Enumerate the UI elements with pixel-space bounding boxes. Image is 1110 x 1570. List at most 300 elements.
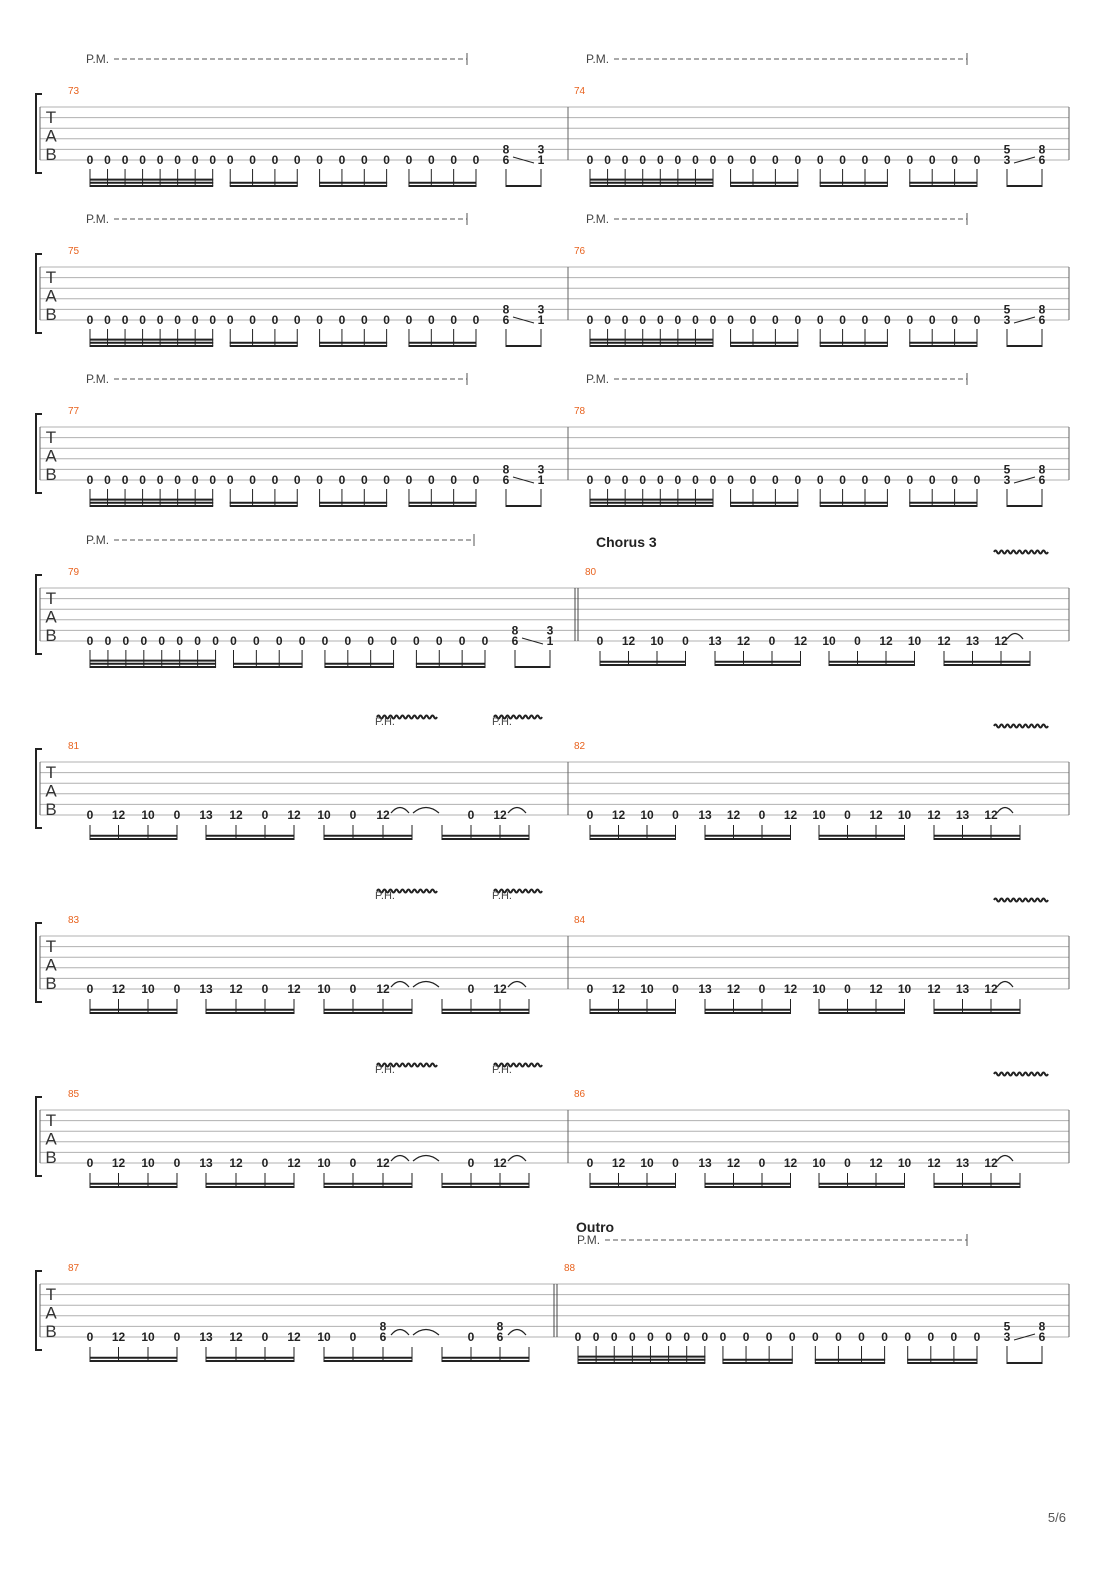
fret-number: 13 [698,982,712,996]
fret-number: 12 [726,808,741,822]
fret-number: 0 [86,634,94,648]
pinch-harmonic-label: P.H. [375,1064,395,1076]
fret-number: 6 [496,1330,504,1344]
fret-number: 8 [502,302,510,317]
vibrato-mark [994,1073,1048,1076]
fret-number: 0 [86,473,94,487]
fret-number: 0 [701,1330,709,1344]
fret-number: 0 [656,313,664,327]
fret-number: 12 [611,1156,626,1170]
fret-number: 10 [812,982,826,996]
fret-number: 0 [928,153,936,167]
fret-number: 0 [349,1156,357,1170]
tie-arc [391,1330,409,1336]
fret-number: 0 [672,1156,679,1170]
tab-clef-t: T [45,108,57,127]
fret-number: 10 [141,982,155,996]
measure-87 [68,1263,530,1361]
fret-number: 6 [1038,153,1046,167]
tab-system-6 [36,890,1069,1014]
fret-number: 0 [316,313,323,327]
fret-number: 0 [665,1330,672,1344]
fret-number: 0 [674,473,682,487]
fret-number: 0 [672,808,679,822]
tie-arc [508,1330,526,1336]
measure-78 [574,372,1046,506]
fret-number: 0 [794,313,802,327]
bar-number: 77 [68,406,80,417]
pinch-harmonic-label: P.H. [492,716,512,728]
fret-number: 12 [869,808,883,822]
fret-number: 10 [317,1330,331,1344]
fret-number: 0 [212,634,219,648]
fret-number: 0 [104,634,112,648]
fret-number: 3 [537,142,545,157]
fret-number: 1 [546,634,554,648]
fret-number: 0 [249,473,256,487]
fret-number: 3 [1003,473,1011,487]
fret-number: 0 [758,982,766,996]
fret-number: 0 [230,634,237,648]
vibrato-mark [994,725,1048,728]
fret-number: 0 [173,808,181,822]
fret-number: 0 [209,153,217,167]
fret-number: 12 [111,808,126,822]
fret-number: 12 [493,808,507,822]
system-bracket [36,575,42,654]
fret-number: 0 [788,1330,796,1344]
fret-number: 0 [621,313,629,327]
tab-system-7 [36,1064,1069,1188]
system-bracket [36,414,42,493]
tie-arc [391,808,409,814]
fret-number: 0 [574,1330,582,1344]
fret-number: 0 [173,1330,181,1344]
fret-number: 12 [287,1330,301,1344]
palm-mute-label: P.M. [577,1233,601,1247]
fret-number: 0 [156,153,164,167]
fret-number: 12 [869,1156,883,1170]
fret-number: 5 [1003,142,1011,157]
fret-number: 0 [639,313,647,327]
fret-number: 12 [229,1330,243,1344]
fret-number: 0 [156,313,164,327]
fret-number: 0 [656,473,664,487]
measure-86 [574,1073,1048,1188]
fret-number: 12 [111,982,126,996]
fret-number: 0 [742,1330,750,1344]
fret-number: 13 [708,634,722,648]
tie-arc [413,1330,439,1336]
tab-system-4 [36,533,1069,667]
fret-number: 0 [816,313,824,327]
tie-arc [413,1156,439,1162]
tie-arc [1007,634,1023,640]
bar-number: 85 [68,1089,80,1100]
fret-number: 5 [1003,1319,1011,1334]
fret-number: 12 [621,634,636,648]
fret-number: 12 [984,1156,998,1170]
pinch-harmonic-label: P.H. [375,890,395,902]
bar-number: 80 [585,567,597,578]
fret-number: 0 [973,153,981,167]
fret-number: 3 [537,462,545,477]
fret-number: 0 [349,982,357,996]
fret-number: 0 [383,153,390,167]
system-bracket [36,254,42,333]
fret-number: 0 [709,473,717,487]
fret-number: 0 [610,1330,618,1344]
fret-number: 0 [906,473,914,487]
fret-number: 0 [467,808,475,822]
fret-number: 13 [955,808,970,822]
fret-number: 6 [379,1330,387,1344]
fret-number: 0 [749,313,757,327]
fret-number: 0 [360,153,368,167]
fret-number: 0 [249,153,256,167]
tab-system-5 [36,716,1069,840]
fret-number: 0 [156,473,164,487]
fret-number: 0 [973,313,981,327]
fret-number: 0 [360,313,368,327]
fret-number: 12 [376,808,390,822]
tab-clef-b: B [45,465,57,484]
fret-number: 0 [450,313,458,327]
fret-number: 0 [683,1330,691,1344]
fret-number: 0 [226,313,234,327]
fret-number: 0 [772,153,779,167]
palm-mute-label: P.M. [586,52,610,66]
fret-number: 0 [772,473,779,487]
fret-number: 0 [293,153,301,167]
fret-number: 0 [173,1156,181,1170]
fret-number: 0 [338,313,346,327]
fret-number: 0 [191,473,199,487]
fret-number: 12 [783,982,798,996]
fret-number: 0 [472,313,480,327]
fret-number: 12 [726,1156,741,1170]
fret-number: 12 [984,808,998,822]
fret-number: 0 [596,634,604,648]
measure-83 [68,890,542,1014]
fret-number: 8 [1038,462,1046,477]
fret-number: 0 [749,473,757,487]
fret-number: 0 [86,808,94,822]
fret-number: 1 [537,153,545,167]
fret-number: 0 [390,634,397,648]
fret-number: 6 [502,153,510,167]
fret-number: 0 [121,153,129,167]
measure-75 [68,212,545,346]
tab-clef-b: B [45,626,57,645]
fret-number: 0 [794,473,802,487]
fret-number: 0 [338,153,346,167]
fret-number: 0 [906,153,914,167]
fret-number: 0 [749,153,757,167]
fret-number: 0 [586,313,594,327]
fret-number: 0 [86,313,94,327]
bar-number: 76 [574,246,586,257]
bar-number: 83 [68,915,80,926]
tab-clef-b: B [45,1322,57,1341]
tie-arc [413,808,439,814]
fret-number: 0 [586,982,594,996]
tab-clef-a: A [45,607,57,627]
fret-number: 0 [884,313,891,327]
fret-number: 0 [604,313,611,327]
fret-number: 0 [427,473,435,487]
fret-number: 0 [928,313,936,327]
bar-number: 75 [68,246,80,257]
fret-number: 0 [271,313,279,327]
fret-number: 0 [413,634,420,648]
fret-number: 0 [621,473,629,487]
fret-number: 0 [768,634,776,648]
fret-number: 0 [405,473,413,487]
fret-number: 0 [727,473,734,487]
fret-number: 1 [537,313,545,327]
fret-number: 0 [719,1330,727,1344]
tab-clef-b: B [45,974,57,993]
fret-number: 3 [546,623,554,638]
bar-number: 78 [574,406,586,417]
fret-number: 0 [249,313,256,327]
fret-number: 0 [86,1156,94,1170]
fret-number: 8 [496,1319,504,1334]
measure-84 [574,899,1048,1014]
tab-clef-b: B [45,800,57,819]
fret-number: 0 [772,313,779,327]
fret-number: 5 [1003,462,1011,477]
fret-number: 13 [955,982,970,996]
fret-number: 0 [139,473,146,487]
fret-number: 0 [639,153,647,167]
fret-number: 0 [682,634,689,648]
measure-79 [68,533,554,667]
fret-number: 0 [293,313,301,327]
fret-number: 0 [316,473,323,487]
fret-number: 6 [1038,1330,1046,1344]
fret-number: 0 [692,313,699,327]
fret-number: 0 [586,1156,594,1170]
fret-number: 0 [586,473,594,487]
fret-number: 0 [656,153,664,167]
fret-number: 0 [674,153,682,167]
fret-number: 0 [481,634,489,648]
fret-number: 0 [816,153,824,167]
fret-number: 0 [261,1330,269,1344]
fret-number: 5 [1003,302,1011,317]
fret-number: 10 [650,634,664,648]
fret-number: 0 [122,634,130,648]
fret-number: 10 [907,634,922,648]
fret-number: 0 [191,153,199,167]
fret-number: 12 [229,1156,243,1170]
fret-number: 13 [698,1156,712,1170]
fret-number: 0 [104,313,111,327]
fret-number: 0 [316,153,323,167]
fret-number: 0 [758,1156,766,1170]
fret-number: 0 [904,1330,912,1344]
fret-number: 6 [1038,313,1046,327]
fret-number: 0 [194,634,201,648]
fret-number: 13 [698,808,712,822]
fret-number: 12 [229,982,243,996]
fret-number: 0 [586,808,594,822]
fret-number: 0 [86,153,94,167]
system-bracket [36,94,42,173]
fret-number: 10 [822,634,836,648]
fret-number: 12 [879,634,893,648]
tie-arc [508,982,526,988]
fret-number: 0 [621,153,629,167]
fret-number: 0 [405,153,413,167]
fret-number: 10 [897,982,912,996]
fret-number: 0 [261,982,269,996]
palm-mute-label: P.M. [586,372,610,386]
fret-number: 0 [586,153,594,167]
fret-number: 0 [604,153,611,167]
fret-number: 0 [674,313,682,327]
fret-number: 13 [955,1156,970,1170]
fret-number: 13 [199,1156,213,1170]
palm-mute-label: P.M. [86,52,110,66]
tab-clef-b: B [45,1148,57,1167]
fret-number: 0 [176,634,184,648]
fret-number: 12 [287,1156,301,1170]
fret-number: 0 [458,634,466,648]
fret-number: 0 [226,153,234,167]
fret-number: 0 [174,313,181,327]
section-label: Chorus 3 [596,534,657,550]
tab-clef-a: A [45,781,57,801]
fret-number: 10 [141,1156,155,1170]
fret-number: 8 [502,462,510,477]
fret-number: 0 [794,153,802,167]
tie-arc [508,808,526,814]
system-bracket [36,923,42,1002]
fret-number: 0 [121,473,129,487]
bar-number: 79 [68,567,80,578]
fret-number: 0 [383,313,390,327]
fret-number: 6 [502,313,510,327]
bar-number: 81 [68,741,80,752]
fret-number: 12 [869,982,883,996]
fret-number: 12 [111,1330,126,1344]
fret-number: 12 [927,808,941,822]
fret-number: 0 [844,1156,851,1170]
fret-number: 10 [640,982,654,996]
fret-number: 3 [1003,1330,1011,1344]
fret-number: 0 [226,473,234,487]
fret-number: 0 [727,153,734,167]
fret-number: 0 [121,313,129,327]
fret-number: 12 [783,808,798,822]
bar-number: 74 [574,86,586,97]
fret-number: 0 [973,473,981,487]
tab-clef-a: A [45,1129,57,1149]
fret-number: 0 [293,473,301,487]
fret-number: 10 [640,808,654,822]
system-bracket [36,1097,42,1176]
bar-number: 73 [68,86,80,97]
fret-number: 12 [793,634,808,648]
fret-number: 0 [884,473,891,487]
fret-number: 0 [174,153,181,167]
fret-number: 6 [1038,473,1046,487]
fret-number: 0 [209,473,217,487]
fret-number: 0 [927,1330,935,1344]
fret-number: 0 [472,473,480,487]
fret-number: 12 [287,808,301,822]
fret-number: 0 [951,473,958,487]
fret-number: 0 [140,634,148,648]
measure-82 [574,725,1048,840]
measure-76 [574,212,1046,346]
fret-number: 0 [692,473,699,487]
measure-74 [574,52,1046,186]
fret-number: 10 [317,982,331,996]
fret-number: 0 [298,634,306,648]
fret-number: 12 [736,634,751,648]
tab-system-8 [36,1219,1069,1363]
fret-number: 12 [726,982,741,996]
fret-number: 0 [435,634,443,648]
fret-number: 12 [493,1156,507,1170]
fret-number: 0 [271,473,279,487]
fret-number: 0 [839,153,846,167]
vibrato-mark [994,899,1048,902]
fret-number: 0 [816,473,824,487]
measure-85 [68,1064,542,1188]
fret-number: 12 [783,1156,798,1170]
fret-number: 0 [672,982,679,996]
fret-number: 10 [141,1330,155,1344]
fret-number: 12 [376,982,390,996]
bar-number: 87 [68,1263,80,1274]
palm-mute-label: P.M. [86,533,110,547]
fret-number: 0 [86,1330,94,1344]
fret-number: 8 [502,142,510,157]
pinch-harmonic-label: P.H. [375,716,395,728]
fret-number: 0 [950,1330,958,1344]
fret-number: 12 [376,1156,390,1170]
tab-clef-b: B [45,145,57,164]
fret-number: 3 [537,302,545,317]
fret-number: 13 [199,808,213,822]
tab-clef-t: T [45,428,57,447]
fret-number: 0 [321,634,329,648]
fret-number: 0 [383,473,390,487]
tab-clef-a: A [45,446,57,466]
fret-number: 0 [261,808,269,822]
fret-number: 0 [604,473,611,487]
fret-number: 12 [927,982,941,996]
fret-number: 0 [467,982,475,996]
fret-number: 3 [1003,153,1011,167]
fret-number: 0 [86,982,94,996]
measure-88 [564,1219,1046,1363]
fret-number: 10 [812,1156,826,1170]
fret-number: 0 [647,1330,654,1344]
fret-number: 0 [951,313,958,327]
fret-number: 0 [592,1330,600,1344]
fret-number: 0 [349,1330,357,1344]
fret-number: 0 [467,1330,475,1344]
fret-number: 12 [287,982,301,996]
fret-number: 13 [199,1330,213,1344]
system-bracket [36,749,42,828]
